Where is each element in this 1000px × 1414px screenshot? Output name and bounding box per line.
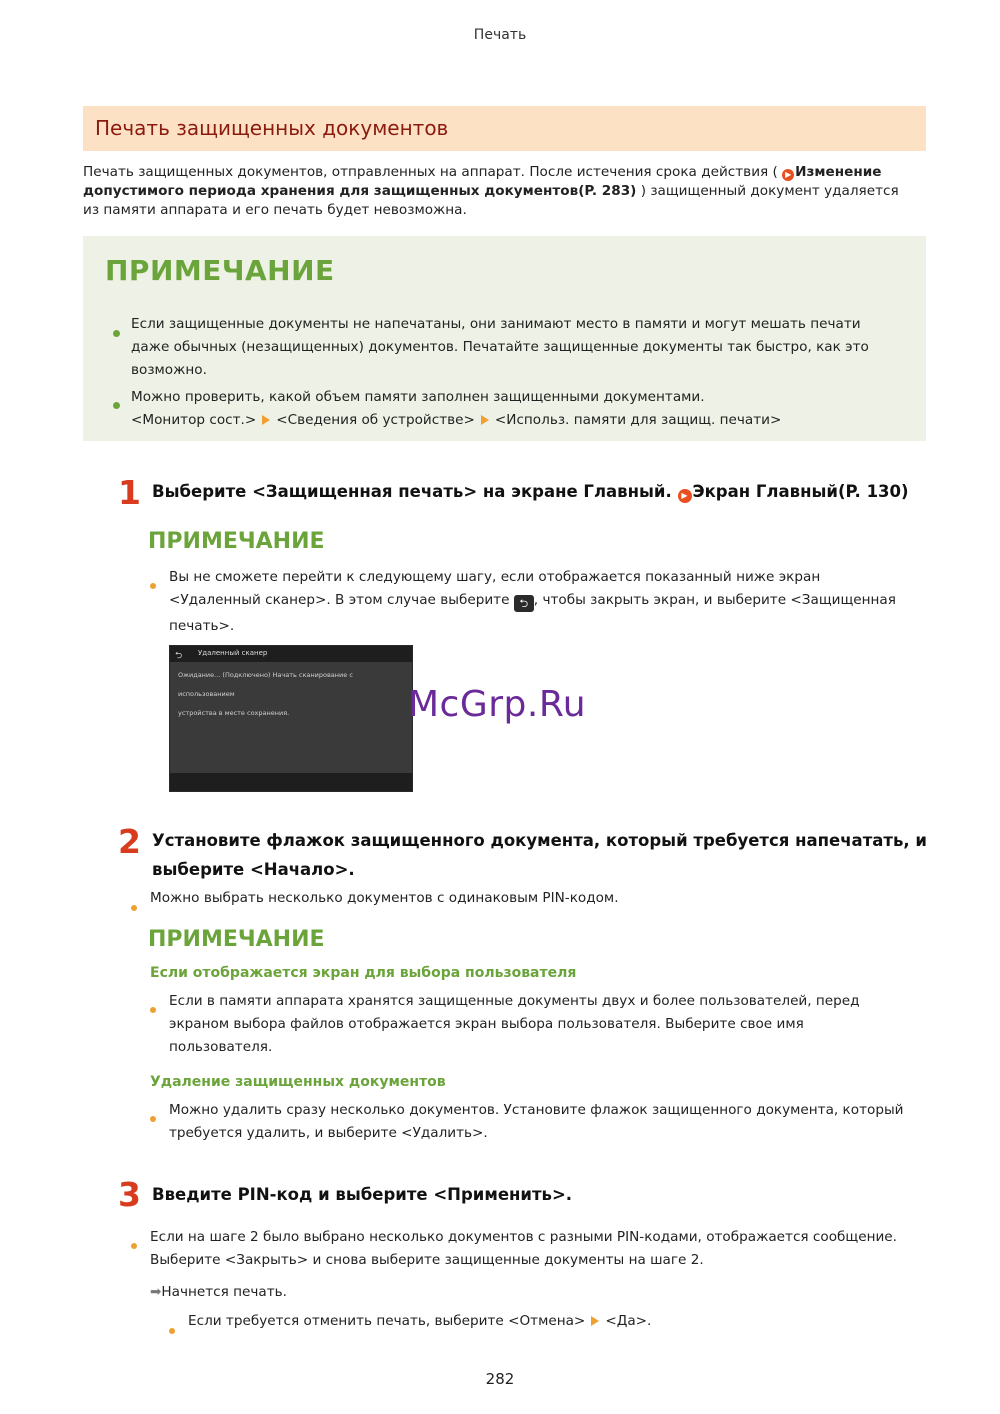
step-1-note-text: , чтобы закрыть экран, и выберите <Защищенная — [533, 592, 896, 608]
step-1-note-line-3: печать>. — [169, 618, 235, 634]
step-2-text — [152, 826, 932, 884]
user-select-line: экраном выбора файлов отображается экран выбора пользователя. Выберите свое имя — [169, 1016, 804, 1032]
step-1-instruction: Выберите <Защищенная печать> на экране Главный. — [152, 482, 678, 501]
remote-scanner-screenshot — [169, 645, 413, 792]
cancel-print-confirm: <Да>. — [605, 1313, 652, 1329]
home-screen-link[interactable]: Экран Главный(P. 130) — [692, 482, 909, 501]
retention-period-link-cont[interactable]: допустимого периода хранения для защищенных документов(P. 283) — [83, 183, 637, 199]
section-title-band — [83, 106, 926, 151]
screen-title: Удаленный сканер — [198, 649, 268, 657]
bullet-dot-icon — [113, 322, 120, 341]
path-arrow-icon — [262, 415, 270, 425]
note-bullet-2 — [131, 386, 911, 432]
step-2-line: Установите флажок защищенного документа, который требуется напечатать, и — [152, 831, 927, 850]
back-icon: ⮌ — [514, 595, 534, 612]
bullet-dot-icon — [150, 574, 156, 593]
note-bullet-1-line: возможно. — [131, 362, 207, 378]
result-text: Начнется печать. — [161, 1284, 287, 1300]
step-3-bullet-line: Выберите <Закрыть> и снова выберите защищенные документы на шаге 2. — [150, 1252, 704, 1268]
page-number: 282 — [485, 1370, 515, 1388]
back-icon: ⮌ — [175, 651, 183, 661]
intro-paragraph — [83, 163, 926, 220]
watermark: McGrp.Ru — [408, 684, 587, 725]
cancel-print-instruction: Если требуется отменить печать, выберите <Отмена> — [188, 1313, 586, 1329]
note-box-main — [83, 236, 926, 441]
step-number-2: 2 — [118, 822, 141, 861]
step-2-line: выберите <Начало>. — [152, 860, 355, 879]
note-bullet-1 — [131, 313, 911, 382]
intro-text-cont: ) защищенный документ удаляется — [636, 183, 899, 199]
running-header: Печать — [473, 27, 527, 43]
user-select-line: Если в памяти аппарата хранятся защищенные документы двух и более пользователей, перед — [169, 993, 860, 1009]
step-2-note-title: ПРИМЕЧАНИЕ — [148, 927, 325, 952]
cancel-print-text — [188, 1310, 651, 1333]
bullet-dot-icon — [169, 1319, 175, 1338]
step-1-text — [152, 477, 909, 506]
link-arrow-icon: ▶ — [782, 169, 794, 181]
intro-text-end: из памяти аппарата и его печать будет невозможна. — [83, 202, 467, 218]
note-bullet-1-line: Если защищенные документы не напечатаны, они занимают место в памяти и могут мешать печати — [131, 316, 861, 332]
note-bullet-2-line: Можно проверить, какой объем памяти заполнен защищенными документами. — [131, 389, 705, 405]
bullet-dot-icon — [150, 1107, 156, 1126]
screen-message-line: устройства в месте сохранения. — [178, 709, 290, 717]
bullet-dot-icon — [131, 896, 137, 915]
delete-docs-text — [169, 1099, 926, 1145]
subheading-delete-docs: Удаление защищенных документов — [150, 1074, 446, 1090]
step-3-bullet-line: Если на шаге 2 было выбрано несколько документов с разными PIN-кодами, отображается сообщение. — [150, 1229, 897, 1245]
delete-docs-line: Можно удалить сразу несколько документов. Установите флажок защищенного документа, который — [169, 1102, 904, 1118]
delete-docs-line: требуется удалить, и выберите <Удалить>. — [169, 1125, 488, 1141]
result-arrow-icon: ➡ — [150, 1284, 162, 1300]
step-1-note-title: ПРИМЕЧАНИЕ — [148, 529, 325, 554]
user-select-text — [169, 990, 926, 1059]
screen-title-bar — [170, 646, 412, 662]
step-2-bullet: Можно выбрать несколько документов с одинаковым PIN-кодом. — [150, 890, 619, 906]
step-3-bullet — [150, 1226, 930, 1272]
menu-path-item: <Монитор сост.> — [131, 412, 257, 428]
note-title: ПРИМЕЧАНИЕ — [105, 254, 335, 287]
screen-message-line: Ожидание... (Подключено) Начать сканирование с использованием — [178, 671, 353, 698]
subheading-user-select: Если отображается экран для выбора пользователя — [150, 965, 577, 981]
path-arrow-icon — [591, 1316, 599, 1326]
step-number-1: 1 — [118, 473, 141, 512]
screen-message — [178, 666, 404, 723]
step-1-note-line-1: Вы не сможете перейти к следующему шагу, если отображается показанный ниже экран — [169, 569, 821, 585]
intro-text: Печать защищенных документов, отправленных на аппарат. После истечения срока действия ( — [83, 164, 783, 180]
step-number-3: 3 — [118, 1175, 141, 1214]
menu-path-item: <Сведения об устройстве> — [276, 412, 475, 428]
bullet-dot-icon — [131, 1234, 137, 1253]
note-bullet-1-line: даже обычных (незащищенных) документов. Печатайте защищенные документы так быстро, как это — [131, 339, 869, 355]
bullet-dot-icon — [150, 998, 156, 1017]
screen-bottom-bar — [170, 773, 412, 791]
link-arrow-icon: ▶ — [678, 489, 692, 503]
section-title: Печать защищенных документов — [95, 116, 449, 140]
path-arrow-icon — [481, 415, 489, 425]
step-3-result — [150, 1281, 287, 1304]
user-select-line: пользователя. — [169, 1039, 273, 1055]
menu-path-item: <Использ. памяти для защищ. печати> — [494, 412, 782, 428]
step-3-text: Введите PIN-код и выберите <Применить>. — [152, 1185, 573, 1204]
retention-period-link[interactable]: Изменение — [795, 164, 882, 180]
step-1-note-text: <Удаленный сканер>. В этом случае выберите — [169, 592, 510, 608]
bullet-dot-icon — [113, 394, 120, 413]
step-1-note-line-2 — [169, 589, 926, 612]
